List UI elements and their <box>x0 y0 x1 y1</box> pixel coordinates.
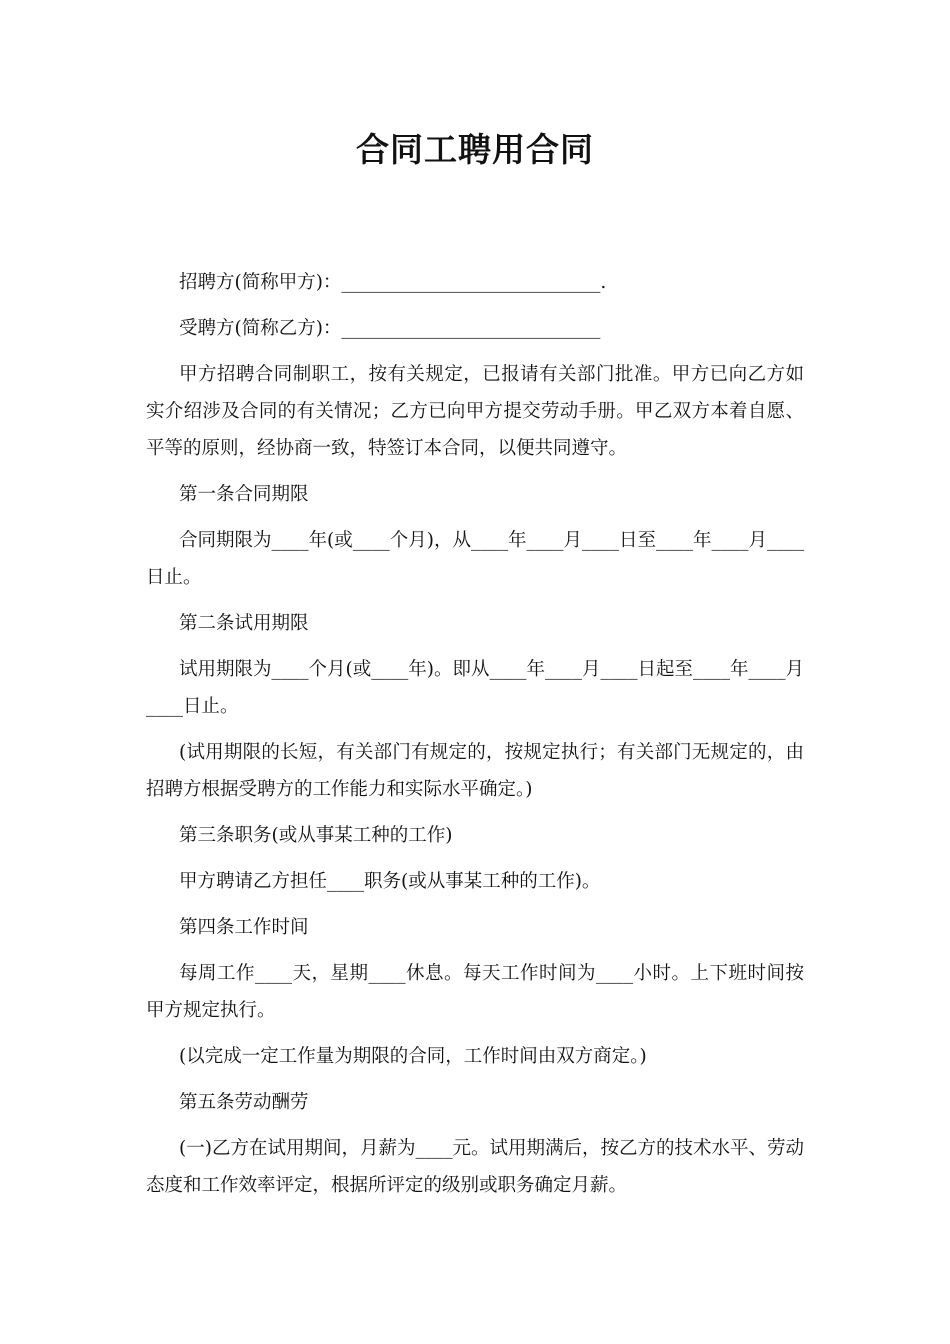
article-3-text: 甲方聘请乙方担任____职务(或从事某工种的工作)。 <box>179 871 601 892</box>
article-1-heading: 第一条合同期限 <box>179 484 309 505</box>
article-3-heading: 第三条职务(或从事某工种的工作) <box>179 825 453 846</box>
article-1-text: 合同期限为____年(或____个月)，从____年____月____日至____年____月____日止。 <box>146 530 804 588</box>
preamble-paragraph: 甲方招聘合同制职工，按有关规定，已报请有关部门批准。甲方已向乙方如实介绍涉及合同的有关情况；乙方已向甲方提交劳动手册。甲乙双方本着自愿、平等的原则，经协商一致，特签订本合同，以便共同遵守。 <box>146 364 804 459</box>
party-b-line: 受聘方(简称乙方)：____________________________ <box>179 318 601 339</box>
article-4-text: 每周工作____天，星期____休息。每天工作时间为____小时。上下班时间按甲方规定执行。 <box>146 963 804 1021</box>
party-a-line: 招聘方(简称甲方)：____________________________. <box>179 272 607 293</box>
article-2-note: (试用期限的长短，有关部门有规定的，按规定执行；有关部门无规定的，由招聘方根据受聘方的工作能力和实际水平确定。) <box>146 742 804 800</box>
article-5-text: (一)乙方在试用期间，月薪为____元。试用期满后，按乙方的技术水平、劳动态度和工作效率评定，根据所评定的级别或职务确定月薪。 <box>146 1138 804 1196</box>
article-5-heading: 第五条劳动酬劳 <box>179 1092 309 1113</box>
document-body <box>146 264 804 1213</box>
article-4-heading: 第四条工作时间 <box>179 917 309 938</box>
document-title: 合同工聘用合同 <box>356 130 594 169</box>
article-4-note: (以完成一定工作量为期限的合同，工作时间由双方商定。) <box>179 1046 647 1067</box>
article-2-heading: 第二条试用期限 <box>179 613 309 634</box>
article-2-text: 试用期限为____个月(或____年)。即从____年____月____日起至____年____月____日止。 <box>146 659 804 717</box>
